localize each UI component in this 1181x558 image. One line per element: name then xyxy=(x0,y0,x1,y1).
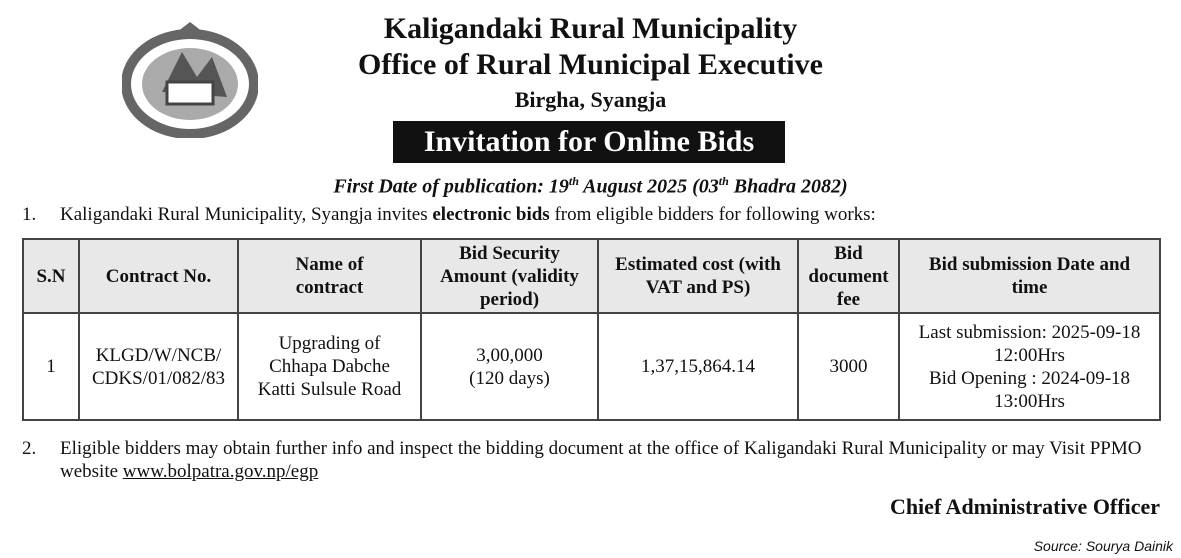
cell-cost: 1,37,15,864.14 xyxy=(598,313,798,420)
paragraph-1: 1. Kaligandaki Rural Municipality, Syangja invites electronic bids from eligible bidders for following works: xyxy=(22,204,876,225)
cell-contract-no: KLGD/W/NCB/ CDKS/01/082/83 xyxy=(79,313,238,420)
location: Birgha, Syangja xyxy=(514,87,667,112)
col-date: Bid submission Date and time xyxy=(899,239,1160,313)
col-cost: Estimated cost (with VAT and PS) xyxy=(598,239,798,313)
source-credit: Source: Sourya Dainik xyxy=(1033,538,1173,554)
cell-security: 3,00,000 (120 days) xyxy=(421,313,598,420)
cell-sn: 1 xyxy=(23,313,79,420)
bolpatra-link[interactable]: www.bolpatra.gov.np/egp xyxy=(122,461,319,482)
paragraph-2: 2. Eligible bidders may obtain further info and inspect the bidding document at the office of Kaligandaki Rural Municipality or may Visit PPMO website www.bolpatra.gov.np/egp xyxy=(22,438,1142,482)
office-name: Office of Rural Municipal Executive xyxy=(358,48,823,81)
publication-date: First Date of publication: 19th August 2025 (03th Bhadra 2082) xyxy=(333,174,848,198)
col-security: Bid Security Amount (validity period) xyxy=(421,239,598,313)
bids-table xyxy=(22,238,1161,421)
signatory: Chief Administrative Officer xyxy=(889,494,1160,519)
cell-fee: 3000 xyxy=(798,313,899,420)
cell-name: Upgrading of Chhapa Dabche Katti Sulsule Road xyxy=(238,313,421,420)
cell-date: Last submission: 2025-09-18 12:00Hrs Bid Opening : 2024-09-18 13:00Hrs xyxy=(899,313,1160,420)
table-row xyxy=(23,313,1160,420)
org-name: Kaligandaki Rural Municipality xyxy=(383,12,798,45)
col-fee: Bid document fee xyxy=(798,239,899,313)
col-name: Name of contract xyxy=(238,239,421,313)
col-contract-no: Contract No. xyxy=(79,239,238,313)
notice-title-banner: Invitation for Online Bids xyxy=(393,121,785,163)
col-sn: S.N xyxy=(23,239,79,313)
table-header-row xyxy=(23,239,1160,313)
